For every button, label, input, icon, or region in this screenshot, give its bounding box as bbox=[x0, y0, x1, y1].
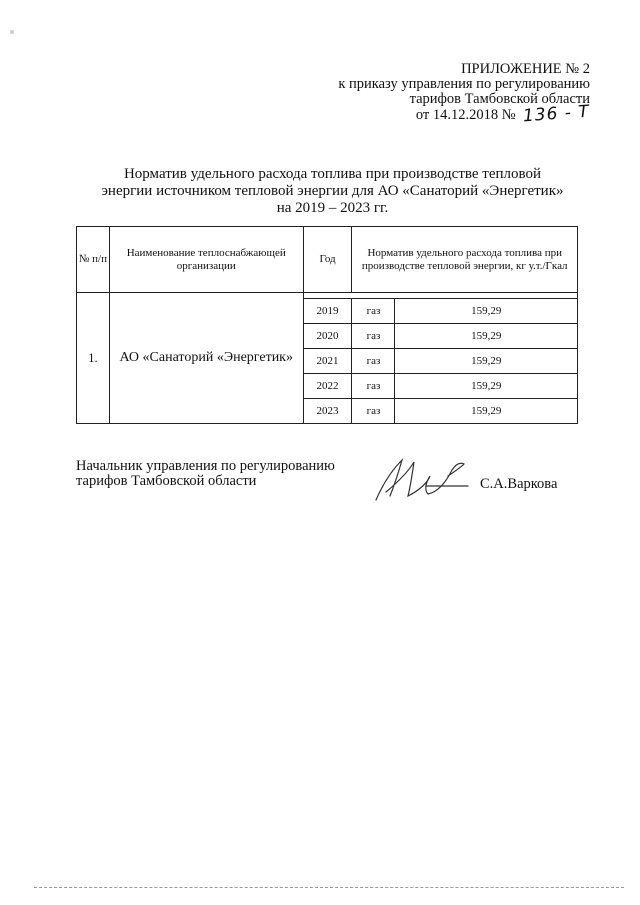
signatory-position bbox=[76, 459, 335, 489]
scan-bottom-edge bbox=[34, 887, 624, 888]
table-header-row bbox=[77, 227, 578, 293]
appendix-date: от 14.12.2018 № bbox=[415, 107, 516, 123]
norm-table bbox=[76, 226, 578, 424]
title-line-3: на 2019 – 2023 гг. bbox=[276, 200, 389, 216]
year-cell: 2021 bbox=[303, 349, 352, 374]
header-org: Наименование теплоснабжающей организации bbox=[109, 227, 303, 293]
header-norm: Норматив удельного расхода топлива при производстве тепловой энергии, кг у.т./Гкал bbox=[352, 227, 578, 293]
fuel-cell: газ bbox=[352, 374, 395, 399]
appendix-date-number bbox=[338, 101, 591, 127]
fuel-cell: газ bbox=[352, 299, 395, 324]
value-cell: 159,29 bbox=[395, 349, 578, 374]
year-cell: 2019 bbox=[303, 299, 352, 324]
year-cell: 2023 bbox=[303, 399, 352, 424]
value-cell: 159,29 bbox=[395, 324, 578, 349]
header-year: Год bbox=[303, 227, 352, 293]
position-line-1: Начальник управления по регулированию bbox=[76, 458, 335, 474]
title-line-2: энергии источником тепловой энергии для АО «Санаторий «Энергетик» bbox=[101, 183, 564, 199]
title-line-1: Норматив удельного расхода топлива при производстве тепловой bbox=[123, 166, 542, 182]
appendix-title: ПРИЛОЖЕНИЕ № 2 bbox=[461, 61, 590, 77]
value-cell: 159,29 bbox=[395, 374, 578, 399]
fuel-cell: газ bbox=[352, 399, 395, 424]
appendix-authority: тарифов Тамбовской области bbox=[409, 91, 590, 107]
row-number: 1. bbox=[77, 293, 110, 424]
scan-speck bbox=[10, 30, 14, 34]
organization-name: АО «Санаторий «Энергетик» bbox=[109, 293, 303, 424]
value-cell: 159,29 bbox=[395, 399, 578, 424]
header-num: № п/п bbox=[77, 227, 110, 293]
fuel-cell: газ bbox=[352, 324, 395, 349]
appendix-order-ref: к приказу управления по регулированию bbox=[338, 76, 590, 92]
year-cell: 2020 bbox=[303, 324, 352, 349]
handwritten-signature bbox=[368, 452, 476, 504]
position-line-2: тарифов Тамбовской области bbox=[76, 473, 257, 489]
fuel-cell: газ bbox=[352, 349, 395, 374]
handwritten-order-number: 136 - Т bbox=[522, 101, 591, 127]
document-title bbox=[60, 166, 605, 217]
value-cell: 159,29 bbox=[395, 299, 578, 324]
appendix-header bbox=[338, 61, 591, 127]
year-cell: 2022 bbox=[303, 374, 352, 399]
signatory-name: С.А.Варкова bbox=[480, 476, 558, 492]
